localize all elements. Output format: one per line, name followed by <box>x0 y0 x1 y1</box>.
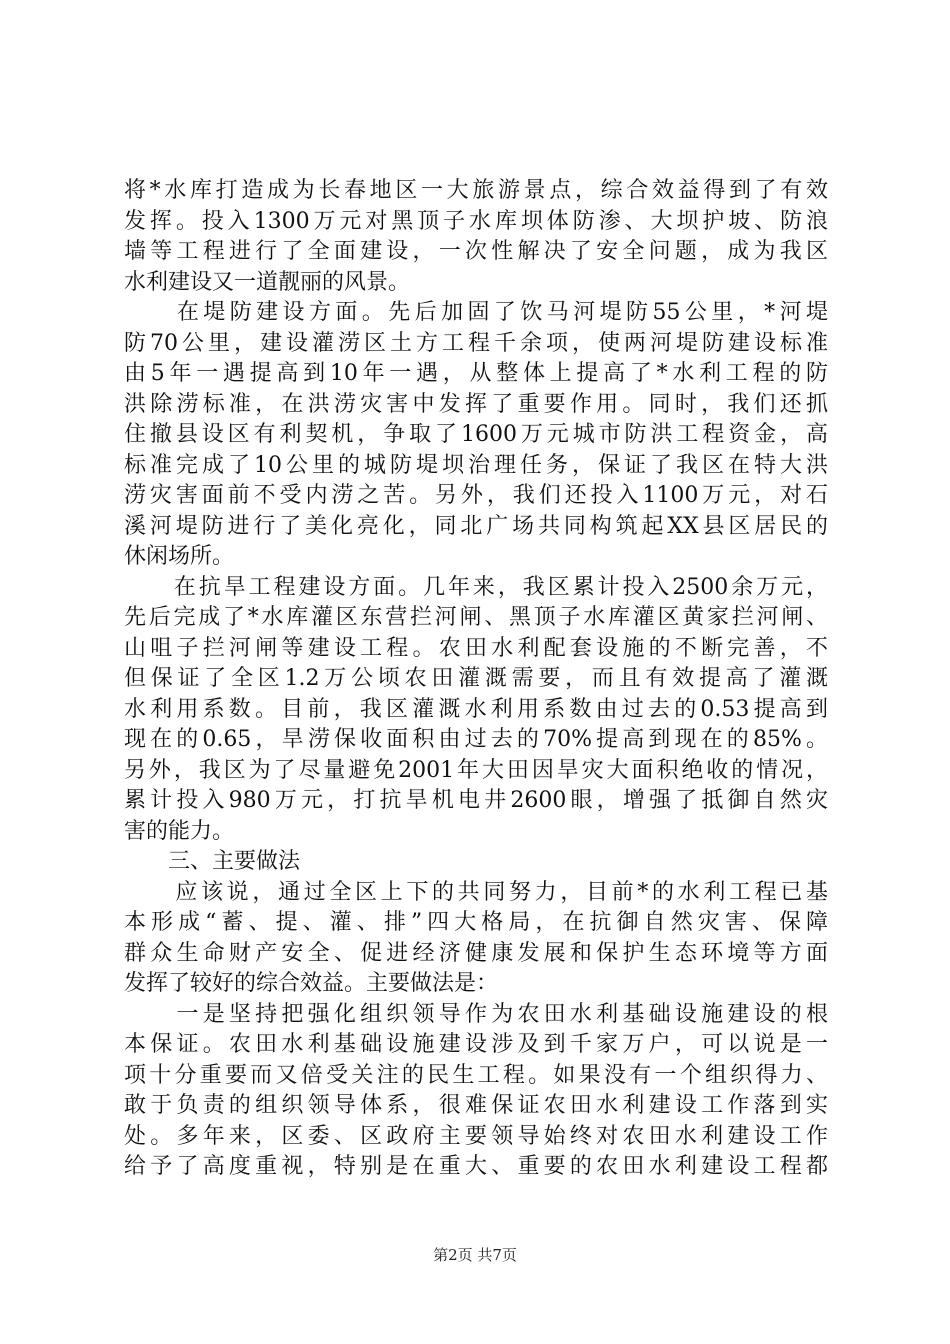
text-line: 水利建设又一道靓丽的风景。 <box>124 269 411 295</box>
text-line: 涝灾害面前不受内涝之苦。另外，我们还投入1100万元，对石 <box>124 483 828 508</box>
text-line: 在抗旱工程建设方面。几年来，我区累计投入2500余万元， <box>124 574 828 600</box>
text-line: 害的能力。 <box>124 818 235 844</box>
text-line: 现在的0.65，旱涝保收面积由过去的70%提高到现在的85%。 <box>124 727 828 752</box>
text-line: 本保证。农田水利基础设施建设涉及到千家万户，可以说是一 <box>124 1032 828 1057</box>
text-line: 在堤防建设方面。先后加固了饮马河堤防55公里，*河堤 <box>124 300 828 325</box>
text-line: 住撤县设区有利契机，争取了1600万元城市防洪工程资金，高 <box>124 422 828 447</box>
text-line: 水利用系数。目前，我区灌溉水利用系数由过去的0.53提高到 <box>124 696 828 722</box>
text-line: 溪河堤防进行了美化亮化，同北广场共同构筑起XX县区居民的 <box>124 513 828 539</box>
text-line: 发挥了较好的综合效益。主要做法是： <box>124 971 499 996</box>
text-line: 项十分重要而又倍受关注的民生工程。如果没有一个组织得力、 <box>124 1062 828 1088</box>
text-line: 本形成“蓄、提、灌、排”四大格局，在抗御自然灾害、保障 <box>124 910 828 935</box>
text-line: 累计投入980万元，打抗旱机电井2600眼，增强了抵御自然灾 <box>124 788 828 813</box>
text-line: 一是坚持把强化组织领导作为农田水利基础设施建设的根 <box>124 1001 828 1027</box>
text-line: 将*水库打造成为长春地区一大旅游景点，综合效益得到了有效 <box>124 178 828 203</box>
text-line: 山咀子拦河闸等建设工程。农田水利配套设施的不断完善，不 <box>124 635 828 661</box>
body-text <box>124 176 828 1183</box>
text-line: 但保证了全区1.2万公顷农田灌溉需要，而且有效提高了灌溉 <box>124 666 828 691</box>
text-line: 发挥。投入1300万元对黑顶子水库坝体防渗、大坝护坡、防浪 <box>124 208 828 234</box>
text-line: 标准完成了10公里的城防堤坝治理任务，保证了我区在特大洪 <box>124 452 828 478</box>
text-line: 群众生命财产安全、促进经济健康发展和保护生态环境等方面 <box>124 940 828 966</box>
text-line: 应该说，通过全区上下的共同努力，目前*的水利工程已基 <box>124 879 828 905</box>
text-line: 敢于负责的组织领导体系，很难保证农田水利建设工作落到实 <box>124 1093 828 1118</box>
text-line: 防70公里，建设灌涝区土方工程千余项，使两河堤防建设标准 <box>124 330 828 356</box>
text-line: 先后完成了*水库灌区东营拦河闸、黑顶子水库灌区黄家拦河闸、 <box>124 605 828 630</box>
text-line: 另外，我区为了尽量避免2001年大田因旱灾大面积绝收的情况， <box>124 757 828 783</box>
text-line: 墙等工程进行了全面建设，一次性解决了安全问题，成为我区 <box>124 239 828 264</box>
text-line: 三、主要做法 <box>124 849 301 874</box>
text-line: 给予了高度重视，特别是在重大、重要的农田水利建设工程都 <box>124 1154 828 1179</box>
text-line: 休闲场所。 <box>124 544 235 569</box>
text-line: 洪除涝标准，在洪涝灾害中发挥了重要作用。同时，我们还抓 <box>124 391 828 417</box>
text-line: 由5年一遇提高到10年一遇，从整体上提高了*水利工程的防 <box>124 361 828 386</box>
page-footer: 第2页 共7页 <box>433 1246 517 1264</box>
text-line: 处。多年来，区委、区政府主要领导始终对农田水利建设工作 <box>124 1123 828 1149</box>
